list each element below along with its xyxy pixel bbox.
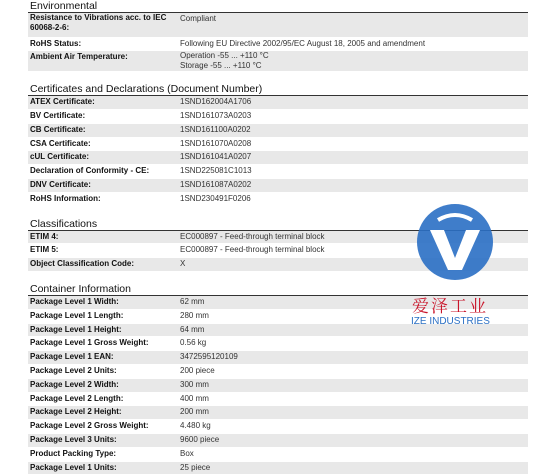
row-label: ETIM 5: <box>28 244 178 258</box>
row-label: Package Level 2 Gross Weight: <box>28 420 178 434</box>
temperature-storage: Storage -55 ... +110 °C <box>180 61 262 71</box>
table-row <box>28 461 528 475</box>
row-value: 200 mm <box>178 406 528 420</box>
table-row <box>28 51 528 72</box>
row-value: 300 mm <box>178 378 528 392</box>
row-value: Box <box>178 447 528 461</box>
row-label: DNV Certificate: <box>28 179 178 193</box>
table-row <box>28 37 528 51</box>
row-value: 200 piece <box>178 365 528 379</box>
row-value <box>178 51 528 72</box>
row-value: Following EU Directive 2002/95/EC August 18, 2005 and amendment <box>178 37 528 51</box>
table-row <box>28 392 528 406</box>
row-value: 25 piece <box>178 461 528 475</box>
environmental-table <box>28 13 528 72</box>
row-label: Object Classification Code: <box>28 258 178 272</box>
row-value: 4.480 kg <box>178 420 528 434</box>
watermark-text-en: IZE INDUSTRIES <box>411 316 490 327</box>
row-label: Package Level 1 Length: <box>28 309 178 323</box>
table-row <box>28 179 528 193</box>
row-value: 64 mm <box>178 323 528 337</box>
section-title-certificates: Certificates and Declarations (Document Number) <box>28 83 528 96</box>
row-value: 1SND161100A0202 <box>178 123 528 137</box>
row-label: Package Level 2 Units: <box>28 365 178 379</box>
row-label: Package Level 3 Units: <box>28 434 178 448</box>
row-label: ATEX Certificate: <box>28 96 178 109</box>
row-value: X <box>178 258 528 272</box>
table-row <box>28 165 528 179</box>
row-label: cUL Certificate: <box>28 151 178 165</box>
section-title-classifications: Classifications <box>28 218 528 231</box>
row-label: Package Level 1 Gross Weight: <box>28 337 178 351</box>
row-value: EC000897 - Feed-through terminal block <box>178 244 528 258</box>
row-label: CB Certificate: <box>28 123 178 137</box>
table-row <box>28 137 528 151</box>
row-value: 1SND161073A0203 <box>178 110 528 124</box>
row-label: BV Certificate: <box>28 110 178 124</box>
table-row <box>28 151 528 165</box>
row-label: Package Level 1 EAN: <box>28 351 178 365</box>
table-row <box>28 123 528 137</box>
row-value: 280 mm <box>178 309 528 323</box>
row-value: 1SND161041A0207 <box>178 151 528 165</box>
table-row <box>28 434 528 448</box>
table-row <box>28 351 528 365</box>
row-label: Package Level 1 Units: <box>28 461 178 475</box>
row-label: Resistance to Vibrations acc. to IEC 60068-2-6: <box>28 13 178 37</box>
row-value: 0.56 kg <box>178 337 528 351</box>
table-row <box>28 447 528 461</box>
row-label: Package Level 2 Height: <box>28 406 178 420</box>
row-label: Product Packing Type: <box>28 447 178 461</box>
row-value: 1SND162004A1706 <box>178 96 528 109</box>
row-value: 3472595120109 <box>178 351 528 365</box>
row-label: Package Level 1 Height: <box>28 323 178 337</box>
row-value: EC000897 - Feed-through terminal block <box>178 231 528 244</box>
section-title-environmental: Environmental <box>28 0 528 13</box>
row-label: RoHS Information: <box>28 192 178 206</box>
row-label: CSA Certificate: <box>28 137 178 151</box>
certificates-table <box>28 96 528 206</box>
row-value: 1SND225081C1013 <box>178 165 528 179</box>
row-value: 1SND161087A0202 <box>178 179 528 193</box>
row-label: Package Level 2 Length: <box>28 392 178 406</box>
table-row <box>28 378 528 392</box>
row-value: 400 mm <box>178 392 528 406</box>
table-row <box>28 365 528 379</box>
row-label: Package Level 1 Width: <box>28 296 178 309</box>
row-label: Package Level 2 Width: <box>28 378 178 392</box>
row-label: Declaration of Conformity - CE: <box>28 165 178 179</box>
row-value: 9600 piece <box>178 434 528 448</box>
row-label: RoHS Status: <box>28 37 178 51</box>
row-value: 1SND161070A0208 <box>178 137 528 151</box>
table-row <box>28 420 528 434</box>
row-value: 1SND230491F0206 <box>178 192 528 206</box>
table-row <box>28 406 528 420</box>
row-label: Ambient Air Temperature: <box>28 51 178 72</box>
row-value: Compliant <box>178 13 528 37</box>
temperature-operation: Operation -55 ... +110 °C <box>180 51 269 61</box>
table-row <box>28 13 528 37</box>
section-title-container: Container Information <box>28 283 528 296</box>
table-row <box>28 110 528 124</box>
row-value: 62 mm <box>178 296 528 309</box>
table-row <box>28 96 528 109</box>
table-row <box>28 337 528 351</box>
row-label: ETIM 4: <box>28 231 178 244</box>
watermark-text-cn: 爱泽工业 <box>412 297 488 316</box>
